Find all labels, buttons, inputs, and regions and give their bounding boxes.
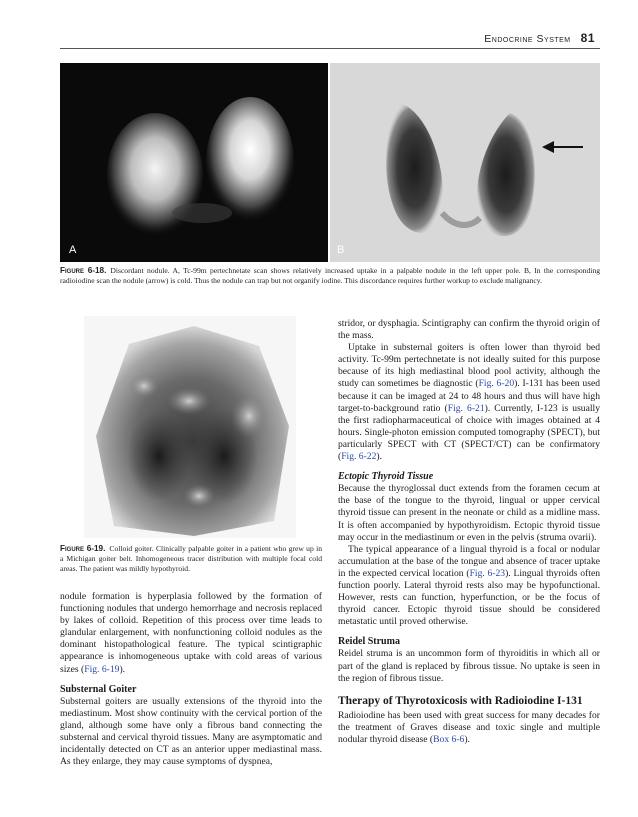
right-p2-a: Uptake in substernal goiters is often lower than thyroid bed activity. Tc-99m pertechnetate is not ideally suited for this purpose because of its high mediastinal blood pool activity, although the study can sometimes be diagnostic ( [338,342,600,390]
fig-6-22-link[interactable]: Fig. 6-22 [341,451,377,463]
figure-6-18b-label: B [337,244,345,256]
right-paragraph-5: Reidel struma is an uncommon form of thyroiditis in which all or part of the gland is replaced by fibrous tissue. No uptake is seen in the region of fibrous tissue. [338,648,600,684]
arrow-head [542,141,554,153]
figure-6-18b-scan [330,63,600,262]
left-lobe-b [386,103,443,233]
fig-6-23-link[interactable]: Fig. 6-23 [469,567,506,579]
fig-6-19-link[interactable]: Fig. 6-19 [84,663,120,675]
heading-substernal-goiter: Substernal Goiter [60,683,137,695]
running-head-section: Endocrine System [484,33,571,45]
heading-ectopic-thyroid: Ectopic Thyroid Tissue [338,471,434,483]
right-paragraph-4 [338,544,600,629]
right-p6-a: Radioiodine has been used with great success for many decades for the treatment of Graves disease and toxic single and multiple nodular thyroid disease ( [338,709,600,745]
right-p4-b: ). Lingual thyroids often function poorly. Lateral thyroid rests also may be hypofunctional. However, rests can function, hyperfunction, or be the focus of thyroid cancer. Ectopic thyroid tissue should be considered metastatic until proved otherwise. [338,567,600,628]
figure-6-19-scan [84,316,296,538]
right-paragraph-1: stridor, or dysphagia. Scintigraphy can confirm the thyroid origin of the mass. [338,318,600,342]
left-paragraph-1 [60,591,322,676]
left-column [60,591,322,768]
right-paragraph-6 [338,710,600,746]
right-p6-b: ). [464,734,470,745]
figure-6-18a-label: A [69,244,77,256]
figure-6-19-caption [60,544,322,575]
right-p2-d: ). [376,451,382,463]
box-6-6-link[interactable]: Box 6-6 [433,734,465,745]
figure-6-18-caption-label: Figure 6-18. [60,266,107,275]
right-p2-b: ). I-131 has been used because it can be imaged at 24 to 48 hours and thus will have high target-to-background ratio ( [338,378,601,414]
left-p1-end: ). [119,663,126,675]
figure-6-18-caption [60,266,600,286]
figure-6-18a-scan [60,63,328,262]
right-paragraph-2 [338,342,600,463]
right-column [338,318,600,746]
running-head [420,31,595,45]
left-p1-text: nodule formation is hyperplasia followed by the formation of functioning nodules that undergo hemorrhage and necrosis replaced by lakes of colloid. Repetition of this process over time leads to glandular enlargement, with nonfunctioning colloid nodules as the dominant histopathological feature. The typical scintigraphic appearance is inhomogeneous uptake with cold areas of various sizes ( [60,591,322,675]
fig-6-21-link[interactable]: Fig. 6-21 [447,402,485,414]
heading-therapy: Therapy of Thyrotoxicosis with Radioiodine I-131 [338,694,583,707]
right-paragraph-3: Because the thyroglossal duct extends from the foramen cecum at the base of the tongue to the thyroid, lingual or upper cervical thyroid tissue can present in the neonate or child as a midline mass. It is often accompanied by hypothyroidism. Ectopic thyroid tissue may occur in the mediastinum or even in the pelvis (struma ovarii). [338,483,600,543]
figure-6-19-caption-text: Colloid goiter. Clinically palpable goiter in a patient who grew up in a Michigan goiter belt. Inhomogeneous tracer distribution with multiple focal cold areas. The patient was mildly hypothyroid. [60,544,322,574]
fig-6-20-link[interactable]: Fig. 6-20 [478,378,515,390]
figure-6-18-caption-text: Discordant nodule. A, Tc-99m pertechnetate scan shows relatively increased uptake in a palpable nodule in the left upper pole. B, In the corresponding radioiodine scan the nodule (arrow) is cold. Thus the nodule can trap but not organify iodine. This discordance requires further workup to exclude malignancy. [60,266,600,286]
figure-6-19-caption-label: Figure 6-19. [60,544,106,553]
header-rule [60,48,600,49]
right-p2-c: ). Currently, I-123 is usually the first radiopharmaceutical of choice with images obtained at 4 hours. Single-photon emission computed tomography (SPECT), but particularly SPECT with CT (SPECT/CT) can be confirmatory ( [338,402,600,463]
left-paragraph-2: Substernal goiters are usually extensions of the thyroid into the mediastinum. Most show continuity with the cervical portion of the gland, although some have only a fibrous band connecting the substernal and cervical thyroid tissues. Many are asymptomatic and incidentally detected on CT as an anterior upper mediastinal mass. As they enlarge, they may cause symptoms of dyspnea, [60,695,322,768]
page-number: 81 [580,31,595,45]
right-p4-a: The typical appearance of a lingual thyroid is a focal or nodular accumulation at the base of the tongue and absence of tracer uptake in the expected cervical location ( [338,543,600,579]
heading-reidel-struma: Reidel Struma [338,636,400,648]
right-lobe-b [477,113,535,236]
